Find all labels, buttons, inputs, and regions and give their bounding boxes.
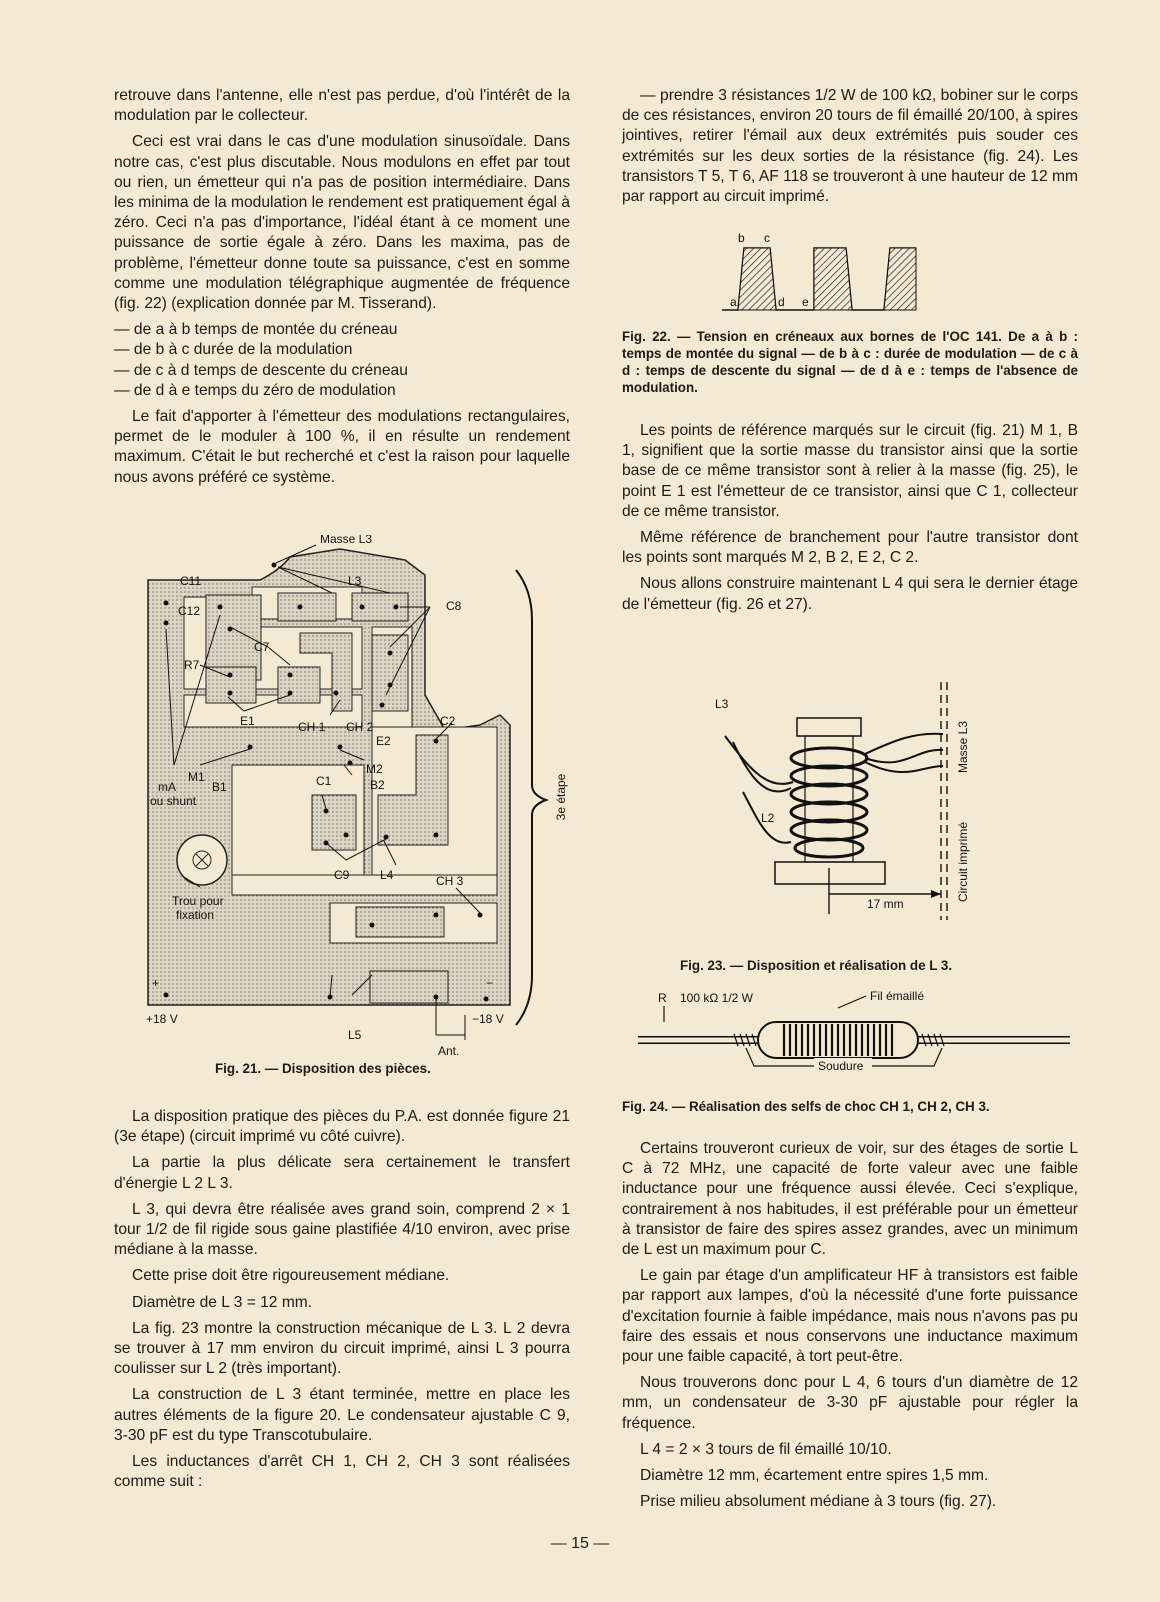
paragraph: Certains trouveront curieux de voir, sur des étages de sortie L C à 72 MHz, une capacité de forte valeur avec une faible inductance pour une fréquence aussi élevée. Ceci s'explique, contrairement à nos habitudes, il est préférable pour un émetteur à transistor de faire des spires assez grandes, avec un minimum de L est un maximum pour C. <box>622 1140 1078 1259</box>
label-ma: mA <box>158 780 176 794</box>
label-l3: L3 <box>348 574 362 588</box>
figure-22-diagram <box>722 230 942 318</box>
copper-pad <box>278 593 336 621</box>
figure-23-diagram <box>715 662 1015 938</box>
figure-24-caption: Fig. 24. — Réalisation des selfs de choc CH 1, CH 2, CH 3. <box>622 1099 990 1114</box>
figure-24 <box>638 990 1070 1080</box>
paragraph: Même référence de branchement pour l'autre transistor dont les points sont marqués M 2, B 2, E 2, C 2. <box>622 529 1078 567</box>
label-b: b <box>738 231 745 245</box>
copper-pad <box>312 795 356 850</box>
label-d: d <box>778 295 785 309</box>
brace <box>516 570 546 1025</box>
label-m1: M1 <box>188 770 205 784</box>
label-e: e <box>802 295 809 309</box>
label-m2: M2 <box>366 762 383 776</box>
label-e2: E2 <box>376 734 391 748</box>
label-fil-emaille: Fil émaillé <box>870 990 925 1003</box>
coil-base <box>775 862 885 884</box>
label-ch2: CH 2 <box>346 720 374 734</box>
label-l5: L5 <box>348 1028 362 1042</box>
label-a: a <box>730 295 737 309</box>
paragraph: — prendre 3 résistances 1/2 W de 100 kΩ, bobiner sur le corps de ces résistances, environ 20 tours de fil émaillé 20/100, à spires jointives, retirer l'émail aux deux extrémités puis souder ces extrémités sur les deux sorties de la résistance (fig. 24). Les transistors T 5, T 6, AF 118 se trouveront à une hauteur de 12 mm par rapport au circuit imprimé. <box>622 87 1078 206</box>
paragraph: Nous allons construire maintenant L 4 qui sera le dernier étage de l'émetteur (fig. 26 et 27). <box>622 575 1078 613</box>
label-circuit-imprime: Circuit imprimé <box>956 821 970 903</box>
label-100k: 100 kΩ 1/2 W <box>680 991 754 1005</box>
label-ch1: CH 1 <box>298 720 326 734</box>
page-number: — 15 — <box>550 1535 610 1552</box>
label-masse-l3: Masse L3 <box>320 535 373 546</box>
label-soudure: Soudure <box>818 1059 864 1073</box>
paragraph: Ceci est vrai dans le cas d'une modulation sinusoïdale. Dans notre cas, c'est plus discutable. Nous modulons en effet par tout ou rien, un émetteur qui n'a pas de position intermédiaire. Dans les minima de la modulation le rendement est pratiquement égal à zéro. Ceci n'a pas d'importance, l'idéal étant à ce moment une puissance de sortie égale à zéro. Dans les maxima, pas de problème, l'émetteur donne toute sa puissance, c'est en somme comme une modulation télégraphique augmentée de fréquence (fig. 22) (explication donnée par M. Tisserand). <box>114 133 570 313</box>
paragraph: La disposition pratique des pièces du P.A. est donnée figure 21 (3e étape) (circuit imprimé vu côté cuivre). <box>114 1108 570 1146</box>
figure-22-caption: Fig. 22. — Tension en créneaux aux bornes de l'OC 141. De a à b : temps de montée du signal — de b à c : durée de modulation — de c à d : temps de descente du signal — de d à e : temps de l'absence de modulation. <box>622 329 1078 395</box>
paragraph: Nous trouverons donc pour L 4, 6 tours d'un diamètre de 12 mm, un condensateur de 3-30 pF ajustable pour régler la fréquence. <box>622 1374 1078 1432</box>
label-17mm: 17 mm <box>867 897 904 911</box>
figure-23 <box>715 662 1015 938</box>
dash-item: — de c à d temps de descente du créneau <box>114 361 408 379</box>
wire <box>865 750 943 763</box>
coil-former <box>805 736 853 862</box>
label-b1: B1 <box>212 780 227 794</box>
label-c12: C12 <box>178 604 201 618</box>
dash-item: — de a à b temps de montée du créneau <box>114 321 398 339</box>
paragraph: Prise milieu absolument médiane à 3 tours (fig. 27). <box>640 1493 997 1511</box>
label-l4: L4 <box>380 868 394 882</box>
right-column-middle <box>622 421 1078 621</box>
copper-pad <box>278 667 320 703</box>
label-plus-18v: +18 V <box>146 1012 178 1026</box>
wire <box>865 762 943 772</box>
right-column-bottom <box>622 1139 1078 1518</box>
paragraph: Les points de référence marqués sur le circuit (fig. 21) M 1, B 1, signifient que la sortie masse du transistor ainsi que la sortie base de ce même transistor sont à relier à la masse (fig. 25), le point E 1 est l'émetteur de ce transistor, ainsi que C 1, collecteur de ce même transistor. <box>622 422 1078 520</box>
label-minus-18v: −18 V <box>472 1012 504 1026</box>
pulse <box>814 248 852 310</box>
left-column <box>114 86 570 494</box>
label-masse-l3: Masse L3 <box>956 720 970 774</box>
paragraph: Diamètre 12 mm, écartement entre spires 1,5 mm. <box>640 1467 989 1485</box>
label-ch3: CH 3 <box>436 874 464 888</box>
label-c11: C11 <box>180 574 202 588</box>
label-trou-pour: Trou pour <box>172 894 224 908</box>
label-c8: C8 <box>446 599 462 613</box>
label-c7: C7 <box>254 640 270 654</box>
coil-top-flange <box>797 718 861 736</box>
label-c9: C9 <box>334 868 350 882</box>
label-3e-etape: 3e étape <box>554 773 568 821</box>
label-c1: C1 <box>316 774 332 788</box>
paragraph: La construction de L 3 étant terminée, mettre en place les autres éléments de la figure 20. Le condensateur ajustable C 9, 3-30 pF est du type Transcotubulaire. <box>114 1386 570 1444</box>
wire <box>725 736 793 784</box>
figure-21-caption: Fig. 21. — Disposition des pièces. <box>215 1061 431 1076</box>
paragraph: La fig. 23 montre la construction mécanique de L 3. L 2 devra se trouver à 17 mm environ du circuit imprimé, ainsi L 3 pourra coulisser sur L 2 (très important). <box>114 1319 570 1378</box>
label-l3: L3 <box>715 697 729 711</box>
label-b2: B2 <box>370 778 385 792</box>
paragraph: Le gain par étage d'un amplificateur HF à transistors est faible par rapport aux lampes, d'où la nécessité d'une forte puissance d'excitation fournie à faible impédance, mais nous n'avons pas pu faire des essais et nous conservons une inductance maximum pour une faible capacité, à tort peut-être. <box>622 1267 1078 1366</box>
label-ou-shunt: ou shunt <box>150 794 197 808</box>
figure-24-diagram <box>638 990 1070 1080</box>
paragraph: Le fait d'apporter à l'émetteur des modulations rectangulaires, permet de le moduler à 100 %, il en résulte un rendement maximum. C'était le but recherché et c'est la raison pour laquelle nous avons préféré ce système. <box>114 408 570 486</box>
paragraph: La partie la plus délicate sera certainement le transfert d'énergie L 2 L 3. <box>114 1154 570 1192</box>
label-ant: Ant. <box>438 1044 460 1058</box>
label-r7: R7 <box>184 658 200 672</box>
paragraph: L 3, qui devra être réalisée aves grand soin, comprend 2 × 1 tour 1/2 de fil rigide sous gaine plastifiée 4/10 environ, avec prise médiane à la masse. <box>114 1200 570 1259</box>
paragraph: retrouve dans l'antenne, elle n'est pas perdue, d'où l'intérêt de la modulation par le collecteur. <box>114 87 570 125</box>
label-l2: L2 <box>761 811 775 825</box>
dash-item: — de b à c durée de la modulation <box>114 341 353 359</box>
label-minus: − <box>486 976 494 990</box>
paragraph: L 4 = 2 × 3 tours de fil émaillé 10/10. <box>640 1440 892 1458</box>
dash-item: — de d à e temps du zéro de modulation <box>114 381 396 399</box>
figure-22 <box>722 230 942 318</box>
label-e1: E1 <box>240 714 255 728</box>
right-column-top <box>622 86 1078 213</box>
label-r: R <box>658 991 667 1005</box>
label-fixation: fixation <box>176 908 215 922</box>
arrow-head <box>931 890 941 898</box>
figure-23-caption: Fig. 23. — Disposition et réalisation de L 3. <box>680 958 953 973</box>
figure-21 <box>140 535 580 1076</box>
paragraph: Cette prise doit être rigoureusement médiane. <box>132 1267 450 1285</box>
pulse <box>738 248 776 310</box>
paragraph: Diamètre de L 3 = 12 mm. <box>132 1293 313 1311</box>
copper-pad <box>206 667 256 703</box>
label-c2: C2 <box>440 714 456 728</box>
pulse <box>884 248 916 310</box>
figure-21-diagram <box>140 535 580 1060</box>
left-column-bottom <box>114 1107 570 1498</box>
label-c: c <box>764 231 770 245</box>
label-plus: + <box>152 976 160 990</box>
paragraph: Les inductances d'arrêt CH 1, CH 2, CH 3 sont réalisées comme suit : <box>114 1453 570 1491</box>
copper-pad <box>356 907 444 937</box>
